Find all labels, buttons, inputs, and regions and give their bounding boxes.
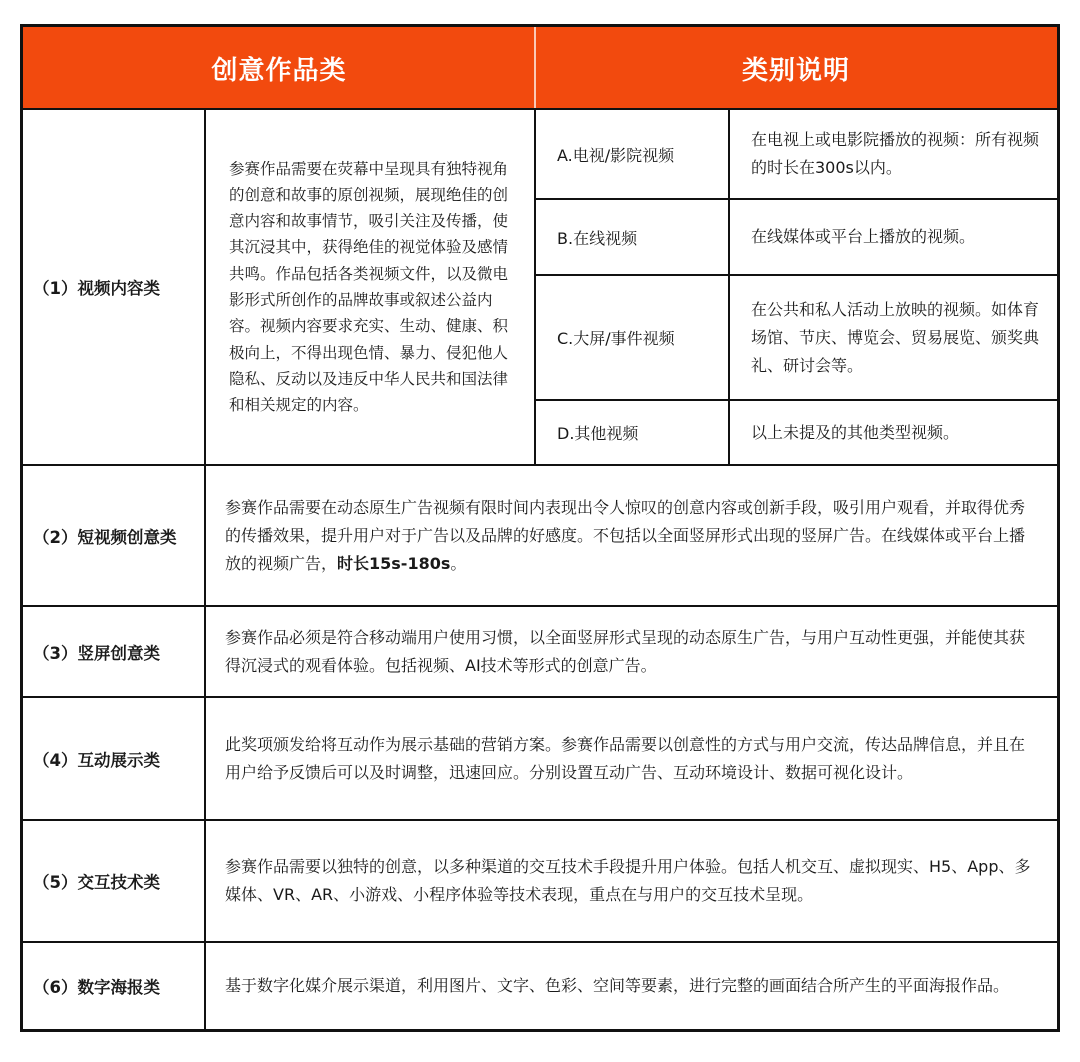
subcategory-name-tv-cinema: A.电视/影院视频 — [557, 145, 675, 165]
category-label-short-video: （2）短视频创意类 — [33, 527, 177, 547]
description-text: 参赛作品需要在荧幕中呈现具有独特视角的创意和故事的原创视频，展现绝佳的创意内容和故事情节，吸引关注及传播，使其沉浸其中，获得绝佳的视觉体验及感情共鸣。作品包括各类视频文件，以及微电影形式所创作的品牌故事或叙述公益内容。视频内容要求充实、生动、健康、积极向上，不得出现色情、暴力、侵犯他人隐私、反动以及违反中华人民共和国法律和相关规定的内容。 — [229, 159, 509, 415]
category-label-interactive-display: （4）互动展示类 — [33, 750, 160, 770]
header-creative-category: 创意作品类 — [23, 27, 535, 109]
subcategory-name-online: B.在线视频 — [557, 228, 638, 248]
category-label-vertical-screen: （3）竖屏创意类 — [33, 643, 160, 663]
subcategory-name-big-screen-event: C.大屏/事件视频 — [557, 329, 675, 348]
header-category-description: 类别说明 — [535, 27, 1057, 109]
subcategory-desc-big-screen-event: 在公共和私人活动上放映的视频。如体育场馆、节庆、博览会、贸易展览、颁奖典礼、研讨会等。 — [751, 299, 1040, 375]
description-text: 基于数字化媒介展示渠道，利用图片、文字、色彩、空间等要素，进行完整的画面结合所产生的平面海报作品。 — [225, 975, 1010, 995]
subcategory-desc-tv-cinema: 在电视上或电影院播放的视频：所有视频的时长在300s以内。 — [751, 130, 1040, 177]
description-text: 参赛作品必须是符合移动端用户使用习惯，以全面竖屏形式呈现的动态原生广告，与用户互动性更强，并能使其获得沉浸式的观看体验。包括视频、AI技术等形式的创意广告。 — [225, 627, 1026, 675]
duration-highlight: 时长15s-180s — [337, 553, 451, 573]
category-description-short-video — [205, 465, 1057, 606]
description-text: 参赛作品需要以独特的创意，以多种渠道的交互技术手段提升用户体验。包括人机交互、虚拟现实、H5、App、多媒体、VR、AR、小游戏、小程序体验等技术表现，重点在与用户的交互技术呈现。 — [225, 857, 1031, 904]
subcategory-desc-online: 在线媒体或平台上播放的视频。 — [751, 227, 976, 246]
description-text: 参赛作品需要在动态原生广告视频有限时间内表现出令人惊叹的创意内容或创新手段，吸引用户观看，并取得优秀的传播效果，提升用户对于广告以及品牌的好感度。不包括以全面竖屏形式出现的竖屏广告。在线媒体或平台上播放的视频广告， — [225, 497, 1026, 573]
divider — [534, 27, 536, 109]
category-label-video-content: （1）视频内容类 — [33, 279, 160, 298]
category-label-digital-poster: （6）数字海报类 — [33, 977, 160, 997]
category-description-interactive-display — [205, 697, 1057, 820]
subcategory-name-other: D.其他视频 — [557, 424, 639, 443]
category-label-interaction-tech: （5）交互技术类 — [33, 873, 160, 892]
category-description-vertical-screen — [205, 606, 1057, 697]
description-paragraph — [225, 494, 1039, 578]
description-end: 。 — [450, 553, 467, 573]
category-description-digital-poster — [205, 942, 1057, 1029]
category-table — [20, 24, 1060, 1032]
category-description-video-content — [205, 109, 535, 465]
category-description-interaction-tech — [205, 820, 1057, 942]
description-text: 此奖项颁发给将互动作为展示基础的营销方案。参赛作品需要以创意性的方式与用户交流，传达品牌信息，并且在用户给予反馈后可以及时调整，迅速回应。分别设置互动广告、互动环境设计、数据可视化设计。 — [225, 734, 1026, 782]
subcategory-desc-other: 以上未提及的其他类型视频。 — [751, 422, 960, 442]
